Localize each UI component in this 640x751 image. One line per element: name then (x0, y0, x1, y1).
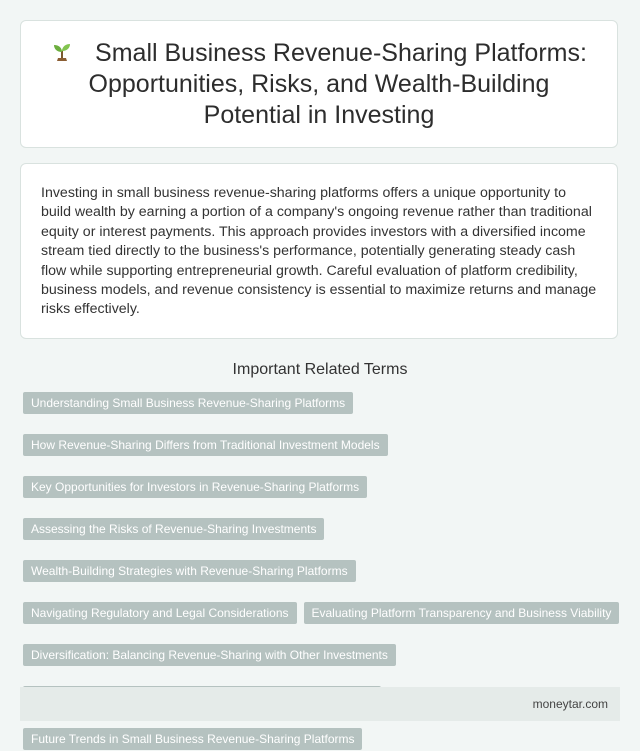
site-name[interactable]: moneytar.com (532, 697, 608, 711)
related-term-tag[interactable]: Navigating Regulatory and Legal Considerations (23, 602, 297, 624)
related-term-tag[interactable]: Key Opportunities for Investors in Revenue-Sharing Platforms (23, 476, 367, 498)
seedling-icon (51, 41, 73, 63)
footer-bar (20, 687, 620, 721)
page-title (51, 38, 587, 131)
related-terms-heading: Important Related Terms (232, 361, 408, 378)
related-term-tag[interactable]: Future Trends in Small Business Revenue-Sharing Platforms (23, 728, 362, 750)
intro-paragraph: Investing in small business revenue-sharing platforms offers a unique opportunity to build wealth by earning a portion of a company's ongoing revenue rather than traditional equity or interest payments. This approach provides investors with a diversified income stream tied directly to the business's performance, potentially generating steady cash flow while supporting entrepreneurial growth. Careful evaluation of platform credibility, business models, and revenue consistency is essential to maximize returns and manage risks effectively. (41, 185, 597, 318)
related-term-tag[interactable]: Diversification: Balancing Revenue-Sharing with Other Investments (23, 644, 396, 666)
related-term-tag[interactable]: How Revenue-Sharing Differs from Traditional Investment Models (23, 434, 388, 456)
intro-card (20, 163, 618, 339)
related-term-tag[interactable]: Evaluating Platform Transparency and Business Viability (304, 602, 620, 624)
related-term-tag[interactable]: Wealth-Building Strategies with Revenue-Sharing Platforms (23, 560, 356, 582)
title-card (20, 20, 618, 148)
page-title-text: Small Business Revenue-Sharing Platforms: Opportunities, Risks, and Wealth-Building Potential in Investing (88, 38, 587, 129)
related-term-tag[interactable]: Understanding Small Business Revenue-Sharing Platforms (23, 392, 353, 414)
related-term-tag[interactable]: Assessing the Risks of Revenue-Sharing Investments (23, 518, 324, 540)
